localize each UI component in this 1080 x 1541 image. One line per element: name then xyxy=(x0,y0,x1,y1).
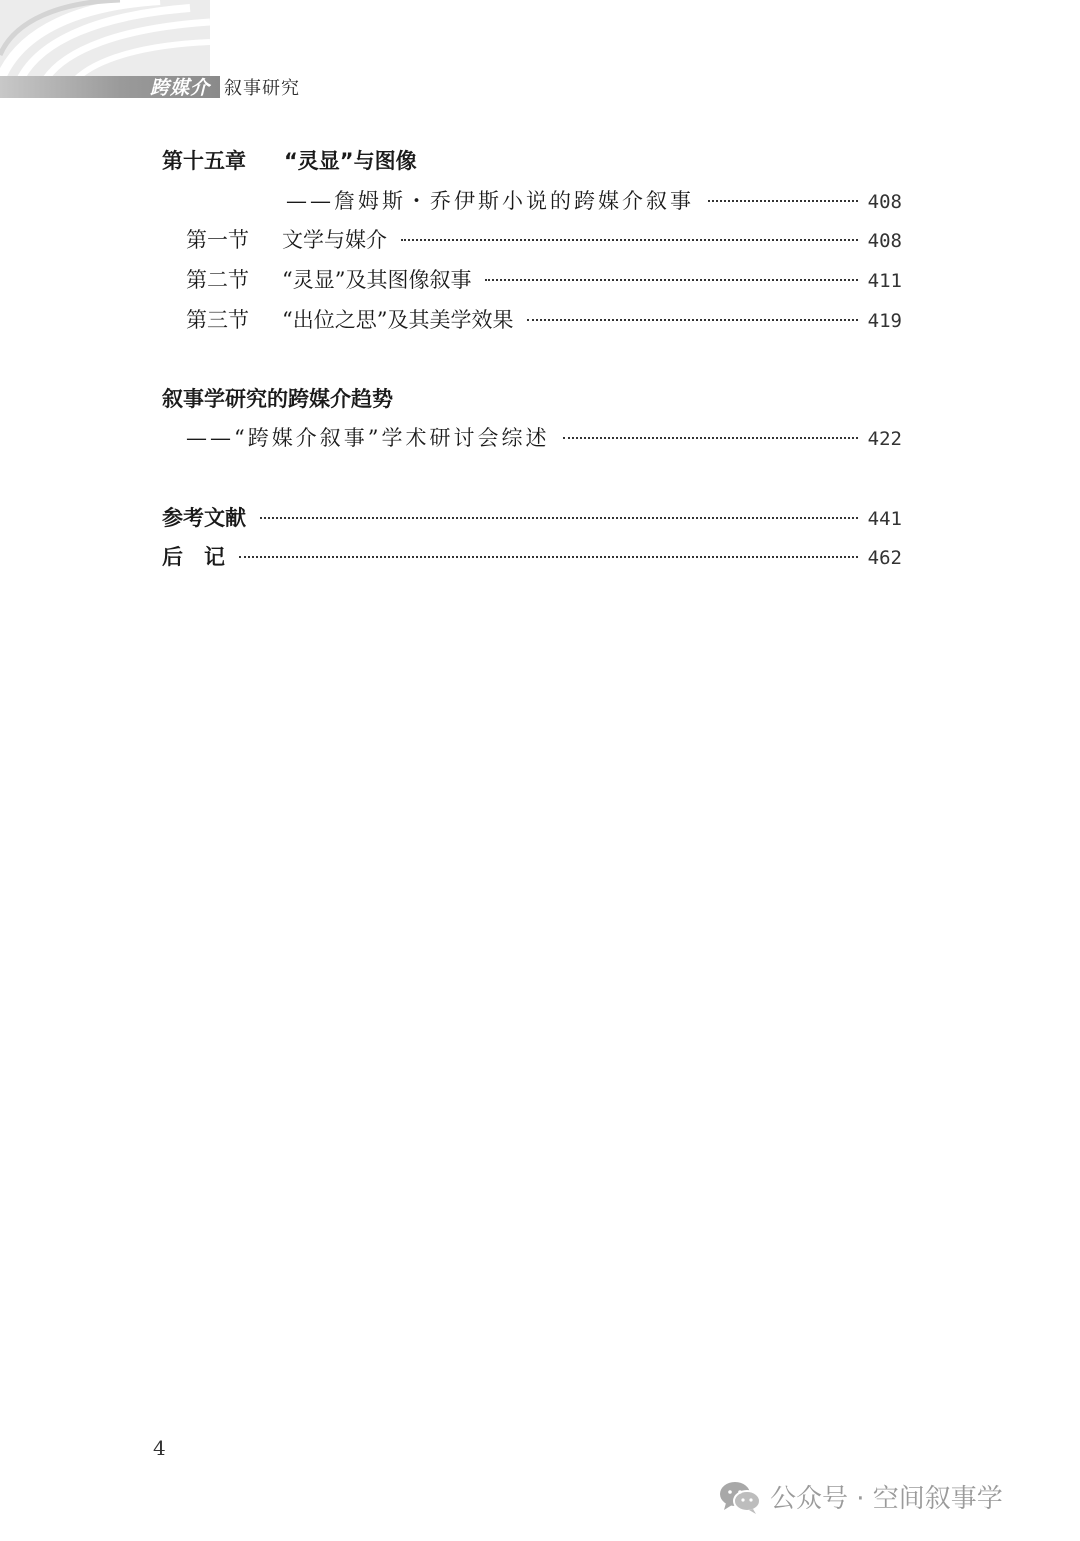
toc-postscript[interactable] xyxy=(162,541,902,573)
toc-leader xyxy=(563,437,857,439)
toc-page-number: 411 xyxy=(867,270,902,292)
toc-leader xyxy=(485,279,857,281)
header-subtitle: 叙事研究 xyxy=(224,78,300,99)
toc-page-number: 462 xyxy=(867,547,902,569)
toc-section-number: 第二节 xyxy=(186,268,249,292)
toc-leader xyxy=(401,239,858,241)
toc-chapter-15-subtitle[interactable] xyxy=(162,185,902,217)
toc-section-1[interactable] xyxy=(162,224,902,256)
header-arcs-decoration xyxy=(0,0,210,80)
watermark-text: 公众号 · 空间叙事学 xyxy=(770,1484,1003,1514)
toc-chapter-subtitle: ——詹姆斯・乔伊斯小说的跨媒介叙事 xyxy=(286,189,694,213)
watermark xyxy=(718,1478,1003,1515)
toc-section-3[interactable] xyxy=(162,304,902,336)
toc-leader xyxy=(527,319,857,321)
toc-postscript-title: 后 记 xyxy=(162,545,225,569)
toc-article-subtitle: ——“跨媒介叙事”学术研讨会综述 xyxy=(186,426,550,450)
toc-leader xyxy=(239,556,858,558)
toc-page-number: 408 xyxy=(867,230,902,252)
toc-page-number: 441 xyxy=(867,508,902,530)
toc-chapter-15[interactable] xyxy=(162,145,902,177)
toc-page-number: 419 xyxy=(867,310,902,332)
toc-section-title: 文学与媒介 xyxy=(282,228,387,252)
toc-references-title: 参考文献 xyxy=(162,506,246,530)
running-header xyxy=(0,0,320,100)
toc-trend-subtitle[interactable] xyxy=(162,422,902,454)
toc-section-2[interactable] xyxy=(162,264,902,296)
toc-chapter-title: “灵显”与图像 xyxy=(284,149,417,173)
toc-leader xyxy=(708,200,858,202)
wechat-icon xyxy=(718,1479,762,1515)
toc-page-number: 422 xyxy=(867,428,902,450)
toc-trend-article[interactable] xyxy=(162,383,902,415)
toc-section-title: “灵显”及其图像叙事 xyxy=(282,268,472,292)
toc-page-number: 408 xyxy=(867,191,902,213)
toc-section-number: 第一节 xyxy=(186,228,249,252)
toc-leader xyxy=(260,517,858,519)
toc-chapter-number: 第十五章 xyxy=(162,149,246,173)
toc-references[interactable] xyxy=(162,502,902,534)
toc-article-title: 叙事学研究的跨媒介趋势 xyxy=(162,387,393,411)
toc-section-number: 第三节 xyxy=(186,308,249,332)
page-number: 4 xyxy=(153,1436,166,1460)
toc-section-title: “出位之思”及其美学效果 xyxy=(282,308,514,332)
header-brand: 跨媒介 xyxy=(150,77,211,99)
